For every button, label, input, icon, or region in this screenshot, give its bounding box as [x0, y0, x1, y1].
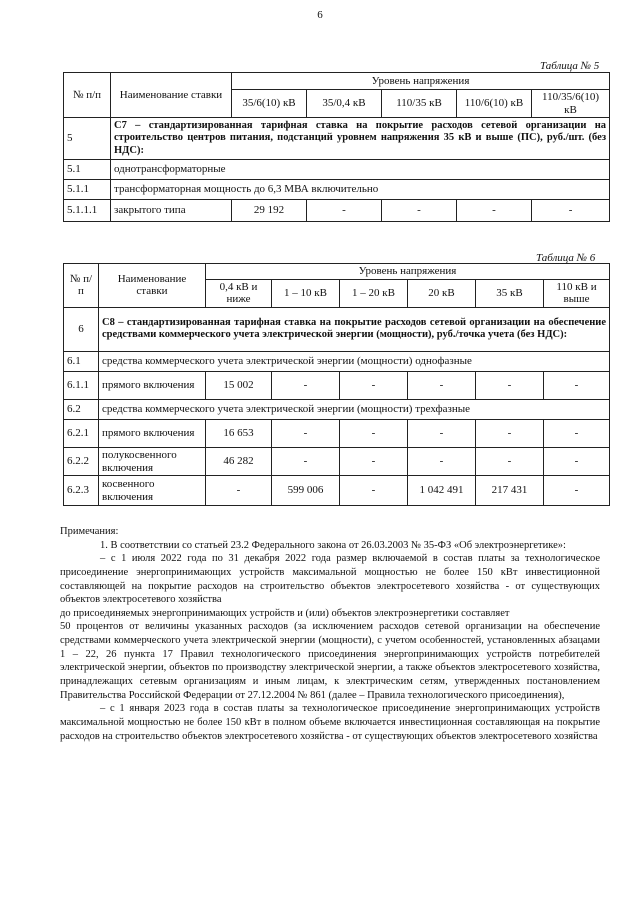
row-name: полукосвенного включения — [99, 447, 206, 475]
notes-title: Примечания: — [60, 526, 119, 537]
cell-value: - — [476, 419, 544, 447]
cell-value: - — [272, 371, 340, 399]
row-text: средства коммерческого учета электрической энергии (мощности) однофазные — [99, 351, 610, 371]
table-row — [64, 371, 610, 399]
cell-value: - — [544, 371, 610, 399]
cell-value: - — [408, 371, 476, 399]
table6-col-header: 20 кВ — [408, 279, 476, 307]
cell-value: 599 006 — [272, 476, 340, 506]
row-number: 6.2.1 — [64, 419, 99, 447]
table5-col-header: 110/6(10) кВ — [457, 90, 532, 118]
table-row — [64, 200, 610, 222]
table6-col-header: 0,4 кВ и ниже — [206, 279, 272, 307]
table6-caption: Таблица № 6 — [536, 252, 596, 264]
cell-value: - — [457, 200, 532, 222]
row-number: 5.1.1 — [64, 180, 111, 200]
cell-value: - — [307, 200, 382, 222]
row-name: закрытого типа — [111, 200, 232, 222]
row-heading: С8 – стандартизированная тарифная ставка на покрытие расходов сетевой организации на обеспечение средствами коммерческого учета электрической энергии (мощности), руб./точка учета (без НДС): — [99, 307, 610, 351]
table5-header-name: Наименование ставки — [111, 73, 232, 118]
table6 — [63, 263, 610, 506]
notes-paragraph: 1. В соответствии со статьей 23.2 Федерального закона от 26.03.2003 № 35-ФЗ «Об электроэнергетике»: — [100, 539, 566, 551]
table5-caption: Таблица № 5 — [540, 60, 600, 72]
notes-paragraph: до присоединяемых энергопринимающих устройств и (или) объектов электроэнергетики составляет — [60, 607, 510, 619]
row-number: 6.1 — [64, 351, 99, 371]
table6-col-header: 35 кВ — [476, 279, 544, 307]
table5-col-header: 110/35 кВ — [382, 90, 457, 118]
row-heading: С7 – стандартизированная тарифная ставка на покрытие расходов сетевой организации на строительство центров питания, подстанций уровнем напряжения 35 кВ и выше (ПС), руб./шт. (без НДС): — [111, 118, 610, 160]
table5-header-num: № п/п — [64, 73, 111, 118]
cell-value: - — [532, 200, 610, 222]
table-row — [64, 180, 610, 200]
notes-paragraph: – с 1 июля 2022 года по 31 декабря 2022 года размер включаемой в состав платы за технологическое присоединение энергопринимающих устройств максимальной мощностью не более 150 кВт инвестиционной составляющей на покрытие расходов на строительство объектов электросетевого хозяйства - от существующих объектов электросетевого хозяйства — [60, 553, 600, 606]
row-number: 6.1.1 — [64, 371, 99, 399]
row-number: 5.1 — [64, 160, 111, 180]
cell-value: - — [544, 419, 610, 447]
cell-value: 46 282 — [206, 447, 272, 475]
table6-col-header: 1 – 20 кВ — [340, 279, 408, 307]
cell-value: 16 653 — [206, 419, 272, 447]
cell-value: - — [340, 371, 408, 399]
cell-value: - — [272, 419, 340, 447]
cell-value: 15 002 — [206, 371, 272, 399]
cell-value: - — [544, 476, 610, 506]
cell-value: - — [544, 447, 610, 475]
cell-value: - — [382, 200, 457, 222]
table6-col-header: 1 – 10 кВ — [272, 279, 340, 307]
row-number: 6.2.3 — [64, 476, 99, 506]
table5-header-level: Уровень напряжения — [232, 73, 610, 90]
cell-value: - — [476, 447, 544, 475]
row-name: прямого включения — [99, 419, 206, 447]
table6-header-num: № п/п — [64, 264, 99, 308]
row-number: 5 — [64, 118, 111, 160]
row-text: средства коммерческого учета электрической энергии (мощности) трехфазные — [99, 399, 610, 419]
row-number: 6 — [64, 307, 99, 351]
table-row — [64, 447, 610, 475]
row-text: однотрансформаторные — [111, 160, 610, 180]
notes-paragraph: 50 процентов от величины указанных расходов (за исключением расходов сетевой организации на обеспечение средствами коммерческого учета электрической энергии (мощности), с учетом особенностей, установленных абзацами 1 – 22, 26 пункта 17 Правил технологического присоединения энергопринимающих устройств потребителей электрической энергии, объектов по производству электрической энергии, а также объектов электросетевого хозяйства, принадлежащих сетевым организациям и иным лицам, к электрическим сетям, утвержденных постановлением Правительства Российской Федерации от 27.12.2004 № 861 (далее – Правила технологического присоединения), — [60, 621, 600, 701]
table5-col-header: 35/0,4 кВ — [307, 90, 382, 118]
cell-value: - — [272, 447, 340, 475]
row-text: трансформаторная мощность до 6,3 МВА включительно — [111, 180, 610, 200]
table-row — [64, 419, 610, 447]
table-row — [64, 476, 610, 506]
table-row — [64, 351, 610, 371]
row-name: косвенного включения — [99, 476, 206, 506]
row-number: 5.1.1.1 — [64, 200, 111, 222]
cell-value: - — [408, 447, 476, 475]
notes-section — [60, 525, 600, 743]
table-row — [64, 118, 610, 160]
row-name: прямого включения — [99, 371, 206, 399]
table5-col-header: 110/35/6(10) кВ — [532, 90, 610, 118]
table5-col-header: 35/6(10) кВ — [232, 90, 307, 118]
row-number: 6.2.2 — [64, 447, 99, 475]
row-number: 6.2 — [64, 399, 99, 419]
cell-value: - — [340, 447, 408, 475]
table-row — [64, 399, 610, 419]
cell-value: - — [206, 476, 272, 506]
table6-header-name: Наименование ставки — [99, 264, 206, 308]
notes-paragraph: – с 1 января 2023 года в состав платы за технологическое присоединение энергопринимающих устройств максимальной мощностью не более 150 кВт в полном объеме включается инвестиционная составляющая на покрытие расходов на строительство объектов электросетевого хозяйства - от существующих объектов электросетевого хозяйства — [60, 703, 600, 742]
cell-value: - — [476, 371, 544, 399]
table6-col-header: 110 кВ и выше — [544, 279, 610, 307]
table6-header-level: Уровень напряжения — [206, 264, 610, 280]
table-row — [64, 160, 610, 180]
cell-value: - — [340, 419, 408, 447]
cell-value: 217 431 — [476, 476, 544, 506]
cell-value: 29 192 — [232, 200, 307, 222]
cell-value: - — [340, 476, 408, 506]
cell-value: 1 042 491 — [408, 476, 476, 506]
page-number: 6 — [317, 9, 323, 21]
cell-value: - — [408, 419, 476, 447]
table5 — [63, 72, 610, 222]
table-row — [64, 307, 610, 351]
